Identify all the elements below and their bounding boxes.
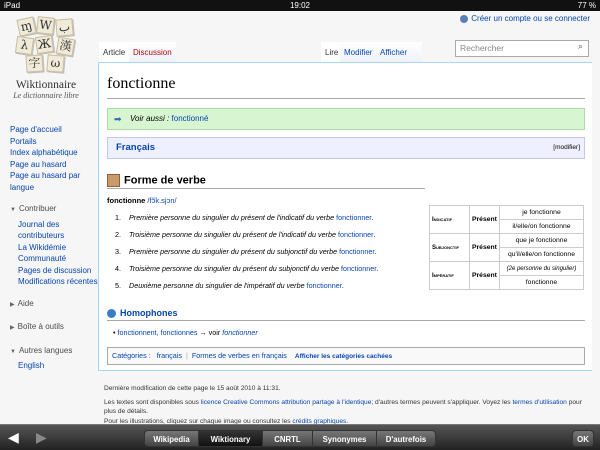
sidebar-item-communaute[interactable]: Communauté [18,254,67,263]
back-arrow-icon[interactable]: ◀ [8,429,19,445]
last-modified: Dernière modification de cette page le 15 août 2010 à 11:31. [104,385,281,392]
portlet-aide [10,298,98,312]
logo-tile: λ [15,36,34,55]
sidebar-item-discussion[interactable]: Pages de discussion [18,265,92,275]
headword: fonctionne [107,196,146,205]
homophones-heading [107,308,178,318]
article-content [98,62,592,371]
bullet-icon: • [113,328,118,337]
page-title: fonctionne [107,75,176,92]
portlet-outils [10,321,98,335]
search-icon[interactable]: ⌕ [578,41,584,51]
definition-text: Première personne du singulier du présent du subjonctif du verbe [129,247,338,256]
mood-imperatif: Impératif [430,262,470,290]
section-heading [107,174,206,187]
portlet-header[interactable] [10,298,98,312]
status-bar [0,0,600,11]
verb-link[interactable]: fonctionner [341,264,377,273]
definition-text: Troisième personne du singulier du présent de l'indicatif du verbe [129,230,336,239]
mood-indicatif: Indicatif [430,206,470,234]
voir-label: voir [208,328,221,337]
section-divider [107,188,425,189]
headword-line [107,196,177,205]
tab-lire[interactable]: Lire [321,42,342,63]
definition-end: . [371,213,374,222]
sidebar-item-portails[interactable]: Portails [10,136,37,146]
logo-tile: ω [46,54,64,72]
portlet-langues [10,345,98,372]
tense-present: Présent [470,262,500,290]
definition-number: 4. [115,264,121,273]
license-text-2: ; d'autres termes peuvent s'appliquer. Voyez les [371,398,511,406]
table-row [430,234,584,248]
sidebar [10,124,98,372]
category-separator: | [185,351,188,360]
portlet-header[interactable] [10,203,98,217]
sidebar-item-modifications[interactable]: Modifications récentes [18,277,98,286]
bottom-toolbar [0,424,600,450]
triangle-right-icon: ▶ [10,325,15,331]
tense-present: Présent [470,206,500,234]
portlet-title: Contribuer [18,204,57,213]
mood-subjonctif: Subjonctif [430,234,470,262]
voir-aussi-box [107,108,585,130]
definition-end: . [374,247,377,256]
conj-cell: il/elle/on fonctionne [499,220,583,234]
logo-title: Wiktionnaire [15,79,77,91]
tense-present: Présent [470,234,500,262]
definition-text: Première personne du singulier du présent de l'indicatif du verbe [129,213,335,222]
sidebar-item-journal[interactable]: Journal des contributeurs [18,219,65,240]
verb-link[interactable]: fonctionner [336,213,372,222]
portlet-contribuer [10,203,98,288]
portlet-body [10,219,98,288]
logo-tile: 漢 [56,37,76,57]
sidebar-item-accueil[interactable]: Page d'accueil [10,125,62,134]
sound-icon [107,309,116,318]
license-link[interactable]: licence Creative Commons attribution partage à l'identique [200,398,372,406]
page-footer [104,384,590,424]
verb-link[interactable]: fonctionner [338,230,374,239]
illustrations-text: Pour les illustrations, cliquez sur chaque image ou consultez les [104,417,291,424]
sidebar-item-hasard-langue[interactable]: Page au hasard par langue [10,171,81,192]
tab-historique[interactable]: Afficher [376,42,422,63]
license-text [104,398,590,425]
language-header [107,137,585,159]
arrow-icon: → [199,328,207,337]
category-link[interactable]: français [156,351,182,360]
triangle-down-icon: ▼ [10,348,16,355]
portlet-body [10,360,98,372]
ok-button[interactable]: OK [572,430,594,447]
pronunciation-link[interactable]: /fɔ̃k.sjɔn/ [147,196,177,205]
forward-arrow-icon[interactable]: ▶ [36,429,47,445]
logo-tile: W [36,16,55,35]
homophones-link[interactable]: fonctionnent, fonctionnes [117,328,198,337]
source-cnrtl[interactable]: CNRTL [262,430,312,447]
logo-tile: Ж [35,35,54,54]
show-hidden-categories-link[interactable]: Afficher les catégories cachées [294,353,393,360]
portlet-title: Autres langues [18,345,73,355]
section-title: Forme de verbe [124,174,206,187]
list-item [113,328,258,337]
wiki-page [0,11,600,424]
license-text-3: pour plus de détails. [104,398,582,415]
user-links [460,14,590,23]
sidebar-item-english[interactable]: English [18,361,45,370]
portlet-title: Boîte à outils [17,322,64,331]
tab-article[interactable]: Article [99,42,129,63]
license-text-1: Les textes sont disponibles sous [104,398,199,406]
sidebar-item-hasard[interactable]: Page au hasard [10,159,67,169]
portlet-header[interactable] [10,345,98,359]
logo-subtitle: Le dictionnaire libre [13,91,79,100]
conj-cell: je fonctionne [499,206,583,220]
homophone-verb-link[interactable]: fonctionner [222,328,258,337]
title-divider [107,98,585,99]
search-input[interactable]: Rechercher [455,40,589,57]
logo-tile: ɱ [16,16,36,36]
sidebar-item-index[interactable]: Index alphabétique [10,148,78,157]
language-title: Français [116,142,156,153]
homophones-divider [107,320,585,321]
user-icon [460,15,468,23]
verb-link[interactable]: fonctionner [306,281,343,290]
definition-text: Deuxième personne du singulier de l'impératif du verbe [129,281,305,290]
tab-discussion[interactable]: Discussion [129,42,176,63]
edit-section-link[interactable]: [modifier] [553,144,580,151]
conj-note: (2e personne du singulier) [499,262,583,276]
definition-number: 5. [115,281,121,290]
verb-icon [107,174,120,187]
logo-tiles [16,17,76,73]
source-synonymes[interactable]: Synonymes [312,430,376,447]
source-wiktionary[interactable]: Wiktionary [198,430,262,447]
arrow-right-icon: ➡ [114,114,122,124]
definition-end: . [342,281,345,290]
illustrations-end: . [346,417,349,424]
portlet-header[interactable] [10,321,98,335]
verb-link[interactable]: fonctionner [339,247,375,256]
voir-aussi-label: Voir aussi : [130,114,170,123]
triangle-down-icon: ▼ [10,207,16,213]
table-row [430,206,584,220]
homophones-title: Homophones [120,308,178,318]
credits-link[interactable]: crédits graphiques [292,417,347,424]
device-label: iPad [4,1,21,10]
portlet-title: Aide [17,298,34,308]
definition-number: 2. [115,230,121,239]
clock: 19:02 [289,1,311,10]
create-account-link[interactable]: Créer un compte ou se connecter [471,14,590,23]
wiktionnaire-logo[interactable] [6,15,86,125]
categories-label[interactable]: Catégories : [112,351,151,360]
conj-cell: qu'il/elle/on fonctionne [499,248,583,262]
source-wikipedia[interactable]: Wikipedia [144,430,198,447]
logo-tile: ب [55,18,73,36]
conjugation-table [429,205,584,290]
definition-end: . [373,230,376,239]
conj-cell: que je fonctionne [499,234,583,248]
source-selector [144,430,436,447]
logo-tile: 字 [25,54,43,72]
sidebar-item-wikidemie[interactable]: La Wikidémie [18,242,67,252]
terms-link[interactable]: termes d'utilisation [512,398,567,406]
battery-label: 77 % [577,1,596,10]
tab-modifier[interactable]: Modifier [340,42,376,63]
definition-end: . [376,264,379,273]
source-dautrefois[interactable]: D'autrefois [376,430,436,447]
categories-box [107,347,585,365]
definition-number: 3. [115,247,121,256]
voir-aussi-link[interactable]: fonctionné [171,114,209,123]
category-link[interactable]: Formes de verbes en français [191,351,287,360]
table-row [430,262,584,276]
triangle-right-icon: ▶ [10,301,15,308]
definition-text: Troisième personne du singulier du présent du subjonctif du verbe [129,264,340,273]
conj-cell: fonctionne [499,276,583,290]
definition-number: 1. [115,213,121,222]
